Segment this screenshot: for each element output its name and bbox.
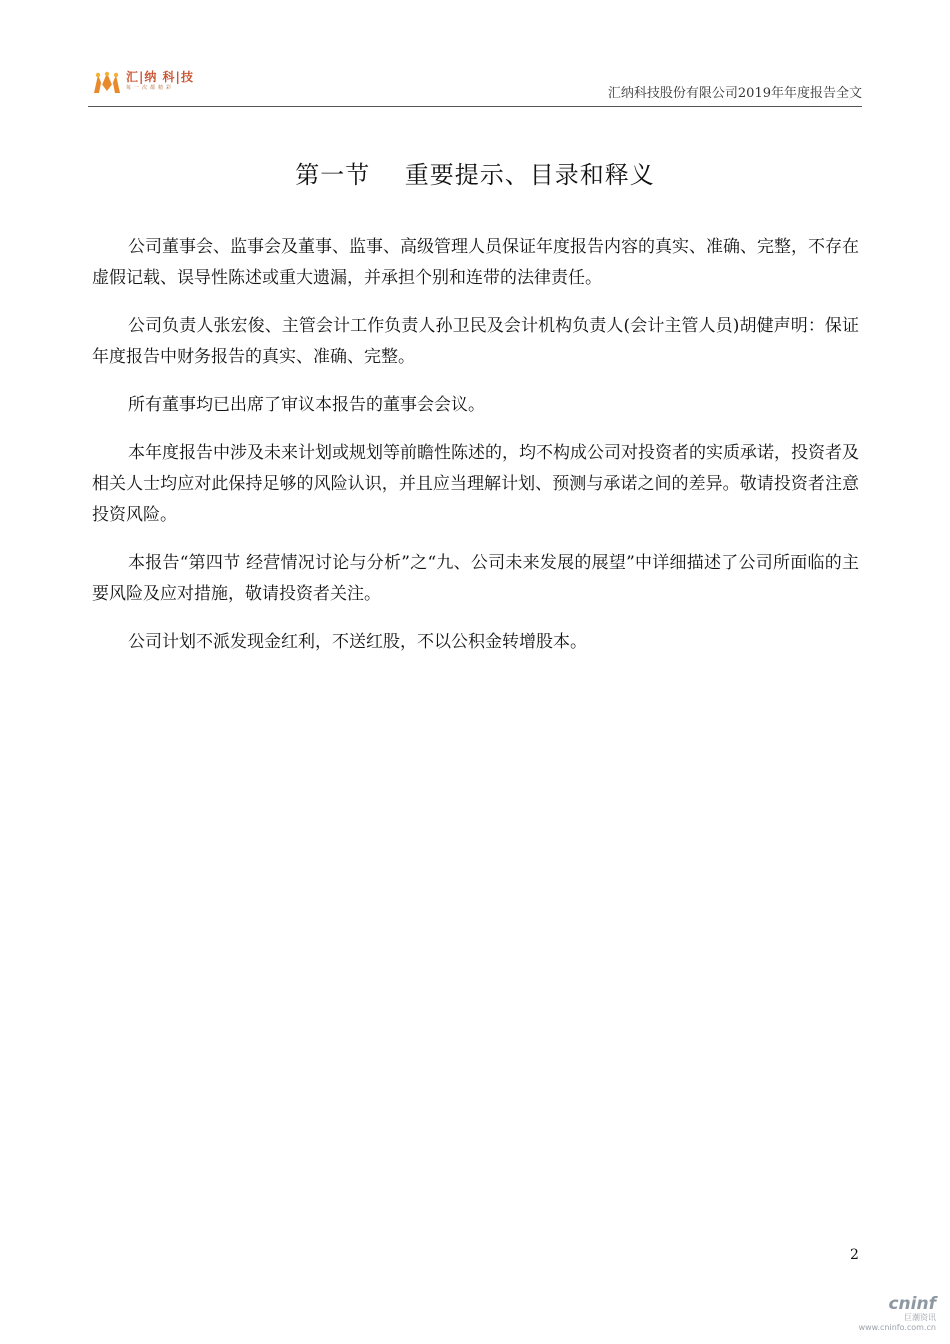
paragraph: 本报告“第四节 经营情况讨论与分析”之“九、公司未来发展的展望”中详细描述了公司所面临的主要风险及应对措施，敬请投资者关注。 [92,553,859,604]
paragraph: 所有董事均已出席了审议本报告的董事会会议。 [128,395,485,415]
page-header [88,66,862,107]
section-title: 第一节 重要提示、目录和释义 [295,161,655,189]
watermark-brand: cninf [888,1294,936,1314]
paragraph: 公司董事会、监事会及董事、监事、高级管理人员保证年度报告内容的真实、准确、完整，不存在虚假记载、误导性陈述或重大遗漏，并承担个别和连带的法律责任。 [92,237,859,288]
logo-slogan: 每一次都精彩 [126,85,175,91]
logo-mark-icon [92,71,122,95]
logo-text [126,71,194,91]
watermark-cn-name: 巨潮资讯 [904,1313,936,1322]
paragraph: 公司负责人张宏俊、主管会计工作负责人孙卫民及会计机构负责人(会计主管人员)胡健声明：保证年度报告中财务报告的真实、准确、完整。 [92,316,859,367]
page-number: 2 [850,1247,859,1263]
paragraph: 公司计划不派发现金红利，不送红股，不以公积金转增股本。 [128,632,587,652]
cninfo-watermark [859,1296,936,1332]
paragraph: 本年度报告中涉及未来计划或规划等前瞻性陈述的，均不构成公司对投资者的实质承诺，投资者及相关人士均应对此保持足够的风险认识，并且应当理解计划、预测与承诺之间的差异。敬请投资者注意投资风险。 [92,443,859,525]
header-title: 汇纳科技股份有限公司2019年年度报告全文 [607,86,862,101]
company-logo [92,71,194,95]
watermark-url: www.cninfo.com.cn [858,1323,936,1332]
body-text [92,232,859,675]
logo-name: 汇|纳 科|技 [126,70,194,84]
